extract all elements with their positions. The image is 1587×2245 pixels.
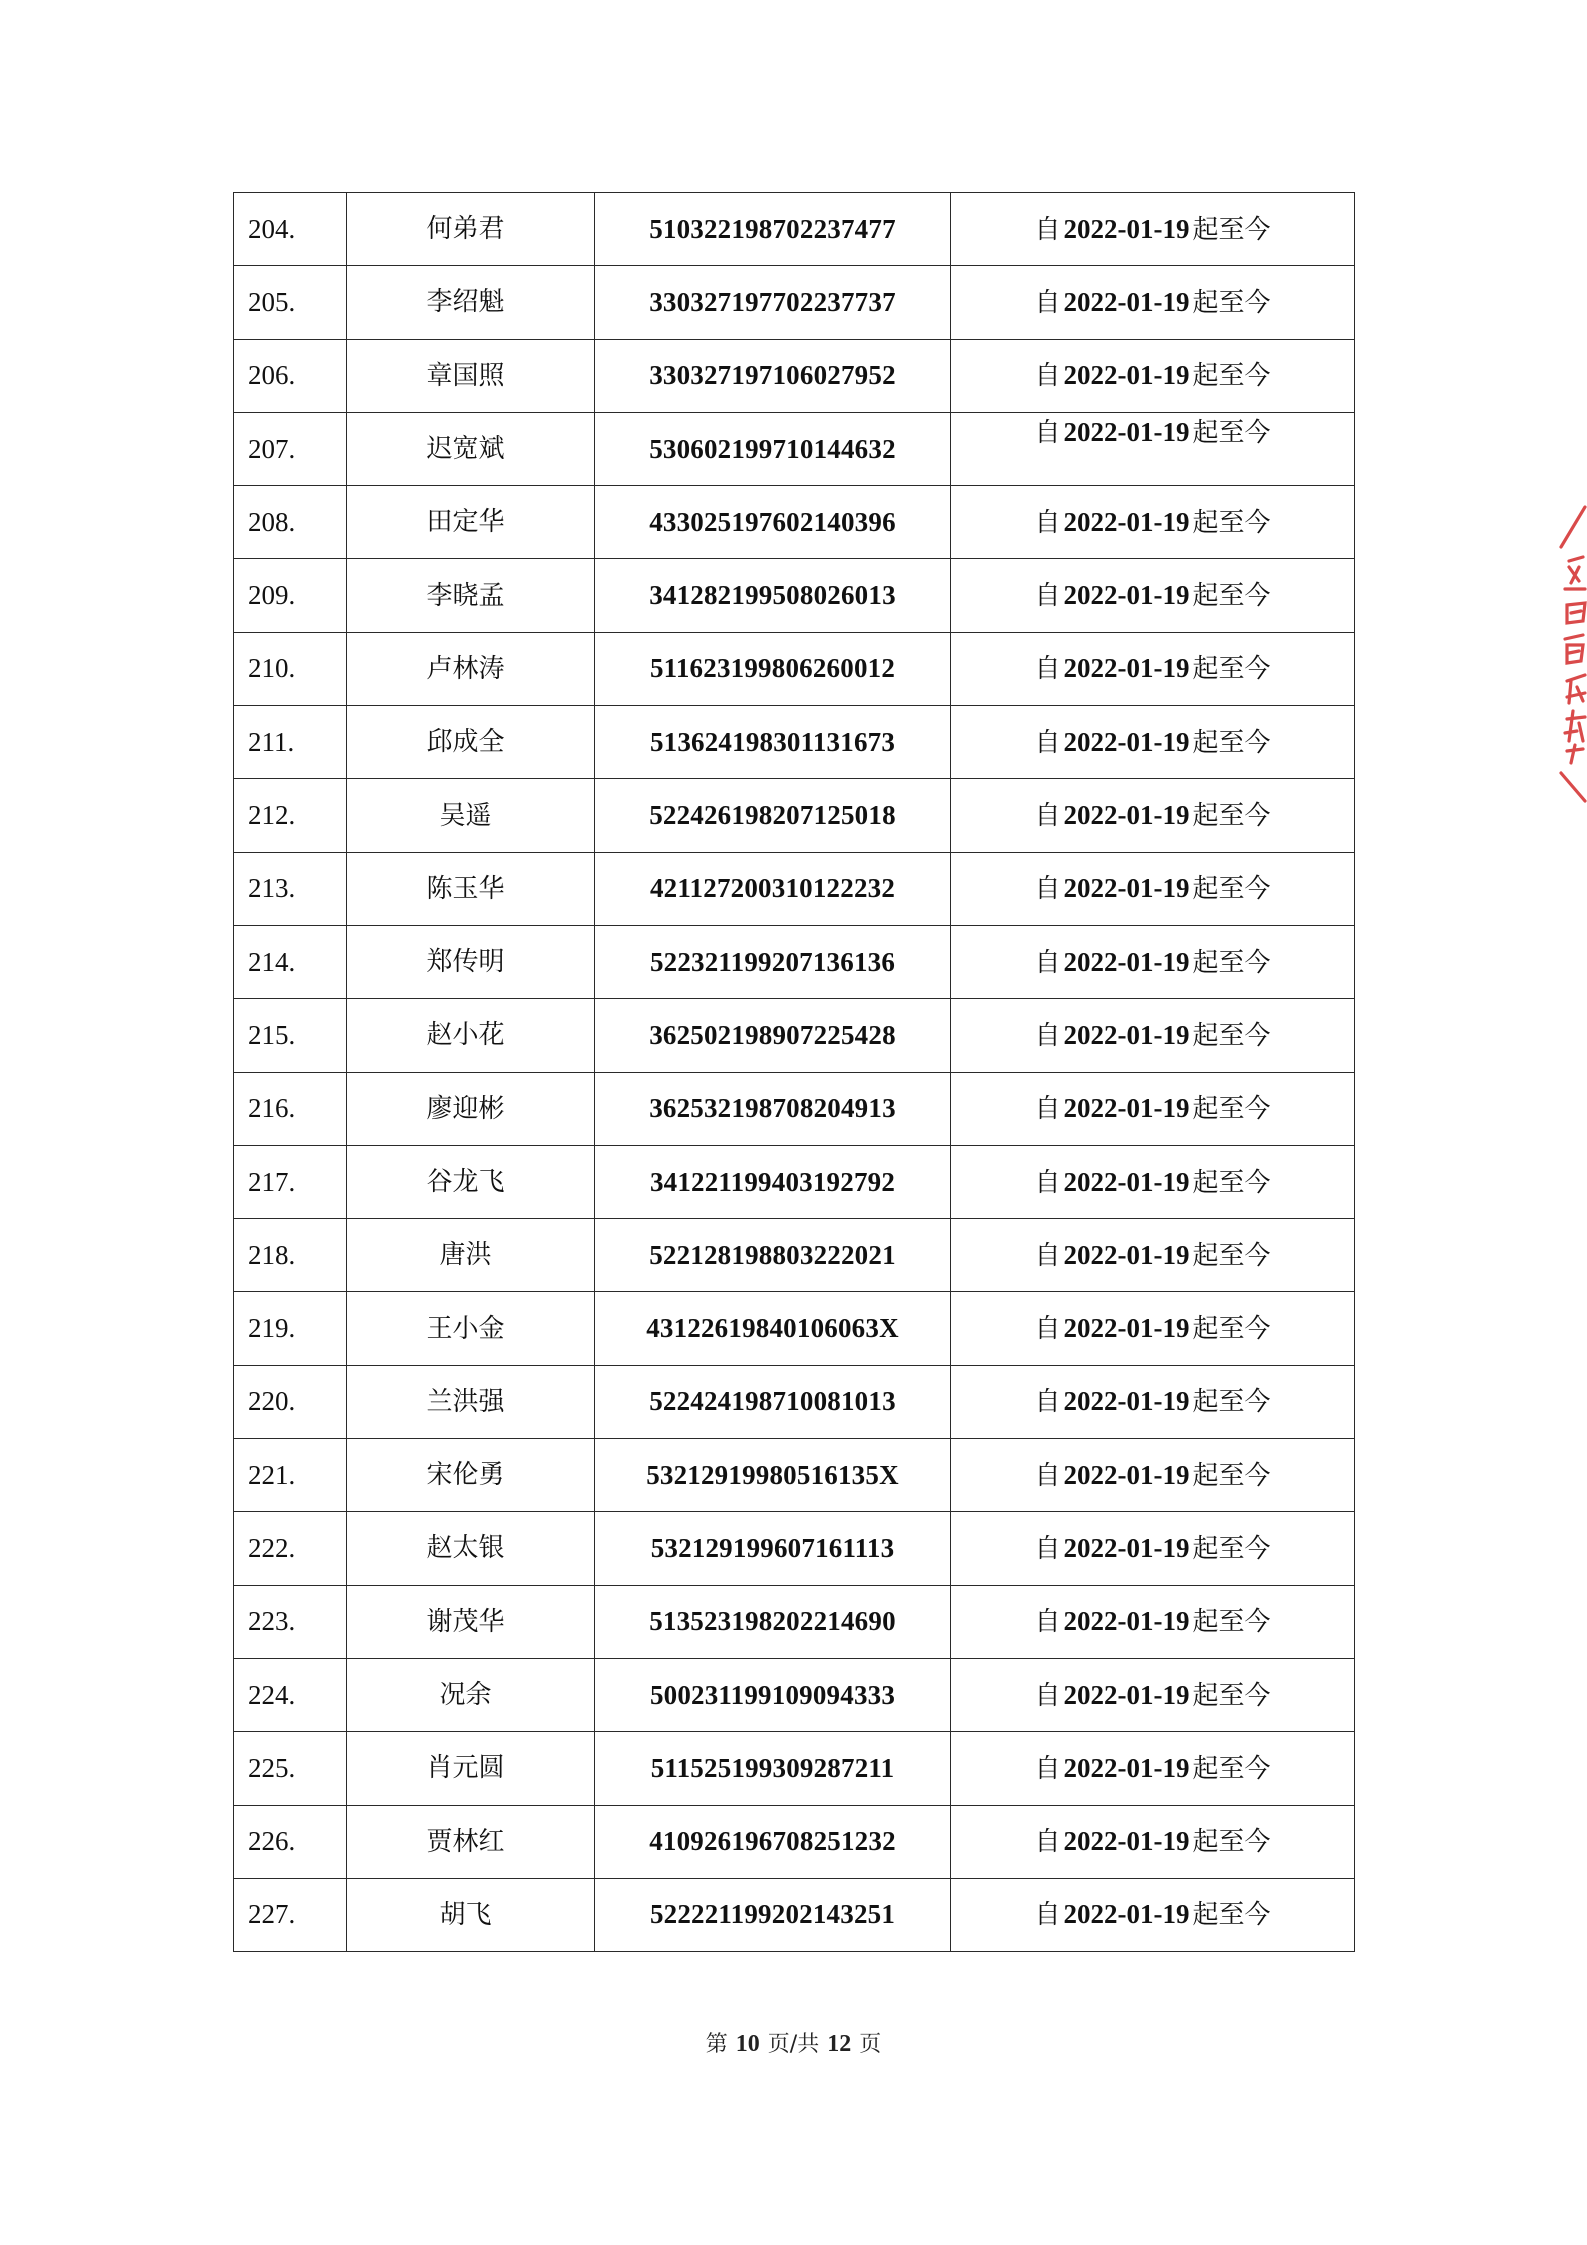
period-cell: [951, 1072, 1355, 1145]
period-prefix: 自: [1034, 1753, 1061, 1784]
period-prefix: 自: [1034, 1460, 1061, 1491]
period-cell: [951, 1145, 1355, 1218]
period-prefix: 自: [1034, 1607, 1061, 1638]
row-number-cell: 205.: [234, 266, 347, 339]
period-suffix: 起至今: [1192, 1167, 1271, 1198]
table-row: [234, 925, 1355, 998]
period-suffix: 起至今: [1192, 361, 1271, 392]
period-suffix: 起至今: [1192, 507, 1271, 538]
period-start-date: 2022-01-19: [1063, 1826, 1190, 1857]
row-number-cell: 213.: [234, 852, 347, 925]
page-number-current: 10: [735, 2031, 760, 2057]
period-start-date: 2022-01-19: [1063, 286, 1190, 317]
period-prefix: 自: [1034, 287, 1061, 318]
table-row: [234, 1658, 1355, 1731]
row-number-cell: 226.: [234, 1805, 347, 1878]
id-number-cell: 53212919980516135X: [595, 1439, 951, 1512]
table-row: [234, 1219, 1355, 1292]
period-suffix: 起至今: [1192, 1240, 1271, 1271]
id-number-cell: 513624198301131673: [595, 706, 951, 779]
person-name-cell: 李绍魁: [347, 266, 595, 339]
person-name-cell: 吴遥: [347, 779, 595, 852]
row-number-cell: 217.: [234, 1145, 347, 1218]
period-suffix: 起至今: [1192, 1827, 1271, 1858]
table-row: [234, 1512, 1355, 1585]
id-number-cell: 341282199508026013: [595, 559, 951, 632]
person-name-cell: 迟宽斌: [347, 412, 595, 485]
row-number-cell: 207.: [234, 412, 347, 485]
period-prefix: 自: [1034, 417, 1061, 448]
period-prefix: 自: [1034, 507, 1061, 538]
period-prefix: 自: [1034, 1533, 1061, 1564]
page-number-total: 12: [827, 2031, 852, 2057]
table-row: [234, 1365, 1355, 1438]
period-start-date: 2022-01-19: [1063, 1019, 1190, 1050]
person-name-cell: 谷龙飞: [347, 1145, 595, 1218]
period-start-date: 2022-01-19: [1063, 800, 1190, 831]
period-start-date: 2022-01-19: [1063, 580, 1190, 611]
period-prefix: 自: [1034, 947, 1061, 978]
row-number-cell: 206.: [234, 339, 347, 412]
period-cell: [951, 852, 1355, 925]
table-row: [234, 1805, 1355, 1878]
period-prefix: 自: [1034, 1094, 1061, 1125]
person-name-cell: 赵小花: [347, 999, 595, 1072]
person-name-cell: 肖元圆: [347, 1732, 595, 1805]
period-start-date: 2022-01-19: [1063, 360, 1190, 391]
period-cell: [951, 1512, 1355, 1585]
period-suffix: 起至今: [1192, 1753, 1271, 1784]
row-number-cell: 209.: [234, 559, 347, 632]
period-start-date: 2022-01-19: [1063, 1239, 1190, 1270]
row-number-cell: 214.: [234, 925, 347, 998]
period-cell: [951, 1732, 1355, 1805]
id-number-cell: 362502198907225428: [595, 999, 951, 1072]
period-start-date: 2022-01-19: [1063, 1532, 1190, 1563]
row-number-cell: 225.: [234, 1732, 347, 1805]
period-cell: [951, 266, 1355, 339]
period-cell: [951, 632, 1355, 705]
period-prefix: 自: [1034, 1020, 1061, 1051]
period-prefix: 自: [1034, 361, 1061, 392]
person-name-cell: 卢林涛: [347, 632, 595, 705]
row-number-cell: 218.: [234, 1219, 347, 1292]
period-suffix: 起至今: [1192, 1314, 1271, 1345]
period-suffix: 起至今: [1192, 874, 1271, 905]
period-cell: [951, 1292, 1355, 1365]
id-number-cell: 510322198702237477: [595, 193, 951, 266]
period-suffix: 起至今: [1192, 654, 1271, 685]
person-name-cell: 宋伦勇: [347, 1439, 595, 1512]
id-number-cell: 330327197106027952: [595, 339, 951, 412]
period-suffix: 起至今: [1192, 417, 1271, 448]
period-suffix: 起至今: [1192, 1607, 1271, 1638]
person-name-cell: 贾林红: [347, 1805, 595, 1878]
person-name-cell: 谢茂华: [347, 1585, 595, 1658]
record-table-container: [233, 192, 1354, 1952]
row-number-cell: 227.: [234, 1878, 347, 1951]
period-suffix: 起至今: [1192, 801, 1271, 832]
period-prefix: 自: [1034, 581, 1061, 612]
row-number-cell: 215.: [234, 999, 347, 1072]
period-cell: [951, 1805, 1355, 1878]
period-prefix: 自: [1034, 801, 1061, 832]
period-cell: [951, 999, 1355, 1072]
period-prefix: 自: [1034, 1387, 1061, 1418]
period-start-date: 2022-01-19: [1063, 1679, 1190, 1710]
row-number-cell: 220.: [234, 1365, 347, 1438]
period-cell: [951, 559, 1355, 632]
id-number-cell: 362532198708204913: [595, 1072, 951, 1145]
id-number-cell: 522128198803222021: [595, 1219, 951, 1292]
period-cell: [951, 412, 1355, 485]
person-name-cell: 田定华: [347, 486, 595, 559]
period-prefix: 自: [1034, 1240, 1061, 1271]
period-suffix: 起至今: [1192, 581, 1271, 612]
id-number-cell: 341221199403192792: [595, 1145, 951, 1218]
table-row: [234, 559, 1355, 632]
table-row: [234, 486, 1355, 559]
period-cell: [951, 1439, 1355, 1512]
period-prefix: 自: [1034, 214, 1061, 245]
table-row: [234, 1732, 1355, 1805]
person-name-cell: 邱成全: [347, 706, 595, 779]
period-cell: [951, 1658, 1355, 1731]
table-row: [234, 1145, 1355, 1218]
period-suffix: 起至今: [1192, 1680, 1271, 1711]
period-start-date: 2022-01-19: [1063, 506, 1190, 537]
person-name-cell: 章国照: [347, 339, 595, 412]
id-number-cell: 330327197702237737: [595, 266, 951, 339]
period-cell: [951, 706, 1355, 779]
period-suffix: 起至今: [1192, 1094, 1271, 1125]
period-cell: [951, 193, 1355, 266]
row-number-cell: 222.: [234, 1512, 347, 1585]
row-number-cell: 208.: [234, 486, 347, 559]
period-cell: [951, 1585, 1355, 1658]
period-start-date: 2022-01-19: [1063, 213, 1190, 244]
row-number-cell: 216.: [234, 1072, 347, 1145]
table-row: [234, 852, 1355, 925]
row-number-cell: 212.: [234, 779, 347, 852]
period-suffix: 起至今: [1192, 1900, 1271, 1931]
page-number-prefix: 第: [705, 2032, 728, 2057]
period-cell: [951, 1219, 1355, 1292]
id-number-cell: 522426198207125018: [595, 779, 951, 852]
page-number-middle: 页/共: [767, 2032, 820, 2057]
period-start-date: 2022-01-19: [1063, 1899, 1190, 1930]
id-number-cell: 530602199710144632: [595, 412, 951, 485]
period-start-date: 2022-01-19: [1063, 946, 1190, 977]
period-suffix: 起至今: [1192, 727, 1271, 758]
period-prefix: 自: [1034, 1900, 1061, 1931]
period-suffix: 起至今: [1192, 1533, 1271, 1564]
person-name-cell: 况余: [347, 1658, 595, 1731]
person-name-cell: 陈玉华: [347, 852, 595, 925]
period-cell: [951, 486, 1355, 559]
id-number-cell: 522321199207136136: [595, 925, 951, 998]
period-start-date: 2022-01-19: [1063, 1386, 1190, 1417]
person-name-cell: 郑传明: [347, 925, 595, 998]
table-row: [234, 339, 1355, 412]
id-number-cell: 410926196708251232: [595, 1805, 951, 1878]
period-prefix: 自: [1034, 1827, 1061, 1858]
period-suffix: 起至今: [1192, 1020, 1271, 1051]
period-cell: [951, 925, 1355, 998]
period-suffix: 起至今: [1192, 287, 1271, 318]
period-suffix: 起至今: [1192, 214, 1271, 245]
id-number-cell: 421127200310122232: [595, 852, 951, 925]
period-prefix: 自: [1034, 654, 1061, 685]
table-row: [234, 412, 1355, 485]
table-row: [234, 999, 1355, 1072]
table-row: [234, 1292, 1355, 1365]
period-prefix: 自: [1034, 874, 1061, 905]
period-start-date: 2022-01-19: [1063, 1166, 1190, 1197]
period-cell: [951, 1365, 1355, 1438]
period-prefix: 自: [1034, 727, 1061, 758]
period-suffix: 起至今: [1192, 947, 1271, 978]
row-number-cell: 211.: [234, 706, 347, 779]
period-prefix: 自: [1034, 1680, 1061, 1711]
person-name-cell: 胡飞: [347, 1878, 595, 1951]
id-number-cell: 433025197602140396: [595, 486, 951, 559]
table-row: [234, 1072, 1355, 1145]
person-name-cell: 兰洪强: [347, 1365, 595, 1438]
period-start-date: 2022-01-19: [1063, 1459, 1190, 1490]
period-cell: [951, 1878, 1355, 1951]
row-number-cell: 219.: [234, 1292, 347, 1365]
page-footer: [0, 2027, 1587, 2058]
table-row: [234, 632, 1355, 705]
person-name-cell: 李晓孟: [347, 559, 595, 632]
period-prefix: 自: [1034, 1314, 1061, 1345]
seal-icon: [1557, 505, 1587, 805]
period-start-date: 2022-01-19: [1063, 1752, 1190, 1783]
period-start-date: 2022-01-19: [1063, 726, 1190, 757]
period-cell: [951, 339, 1355, 412]
id-number-cell: 532129199607161113: [595, 1512, 951, 1585]
table-row: [234, 1878, 1355, 1951]
id-number-cell: 513523198202214690: [595, 1585, 951, 1658]
person-name-cell: 何弟君: [347, 193, 595, 266]
period-start-date: 2022-01-19: [1063, 1093, 1190, 1124]
person-name-cell: 唐洪: [347, 1219, 595, 1292]
table-row: [234, 193, 1355, 266]
id-number-cell: 511623199806260012: [595, 632, 951, 705]
person-name-cell: 廖迎彬: [347, 1072, 595, 1145]
id-number-cell: 500231199109094333: [595, 1658, 951, 1731]
table-row: [234, 266, 1355, 339]
person-name-cell: 赵太银: [347, 1512, 595, 1585]
row-number-cell: 223.: [234, 1585, 347, 1658]
table-row: [234, 706, 1355, 779]
table-row: [234, 1439, 1355, 1512]
id-number-cell: 522424198710081013: [595, 1365, 951, 1438]
period-prefix: 自: [1034, 1167, 1061, 1198]
row-number-cell: 221.: [234, 1439, 347, 1512]
period-start-date: 2022-01-19: [1063, 1606, 1190, 1637]
period-suffix: 起至今: [1192, 1460, 1271, 1491]
official-seal-fragment: [1557, 505, 1587, 805]
table-row: [234, 779, 1355, 852]
period-suffix: 起至今: [1192, 1387, 1271, 1418]
record-table-body: [234, 193, 1355, 1952]
id-number-cell: 522221199202143251: [595, 1878, 951, 1951]
id-number-cell: 43122619840106063X: [595, 1292, 951, 1365]
table-row: [234, 1585, 1355, 1658]
period-start-date: 2022-01-19: [1063, 1313, 1190, 1344]
period-cell: [951, 779, 1355, 852]
row-number-cell: 204.: [234, 193, 347, 266]
record-table: [233, 192, 1355, 1952]
id-number-cell: 511525199309287211: [595, 1732, 951, 1805]
row-number-cell: 210.: [234, 632, 347, 705]
person-name-cell: 王小金: [347, 1292, 595, 1365]
page-number-suffix: 页: [859, 2032, 882, 2057]
period-start-date: 2022-01-19: [1063, 653, 1190, 684]
period-start-date: 2022-01-19: [1063, 873, 1190, 904]
period-start-date: 2022-01-19: [1063, 416, 1190, 447]
row-number-cell: 224.: [234, 1658, 347, 1731]
